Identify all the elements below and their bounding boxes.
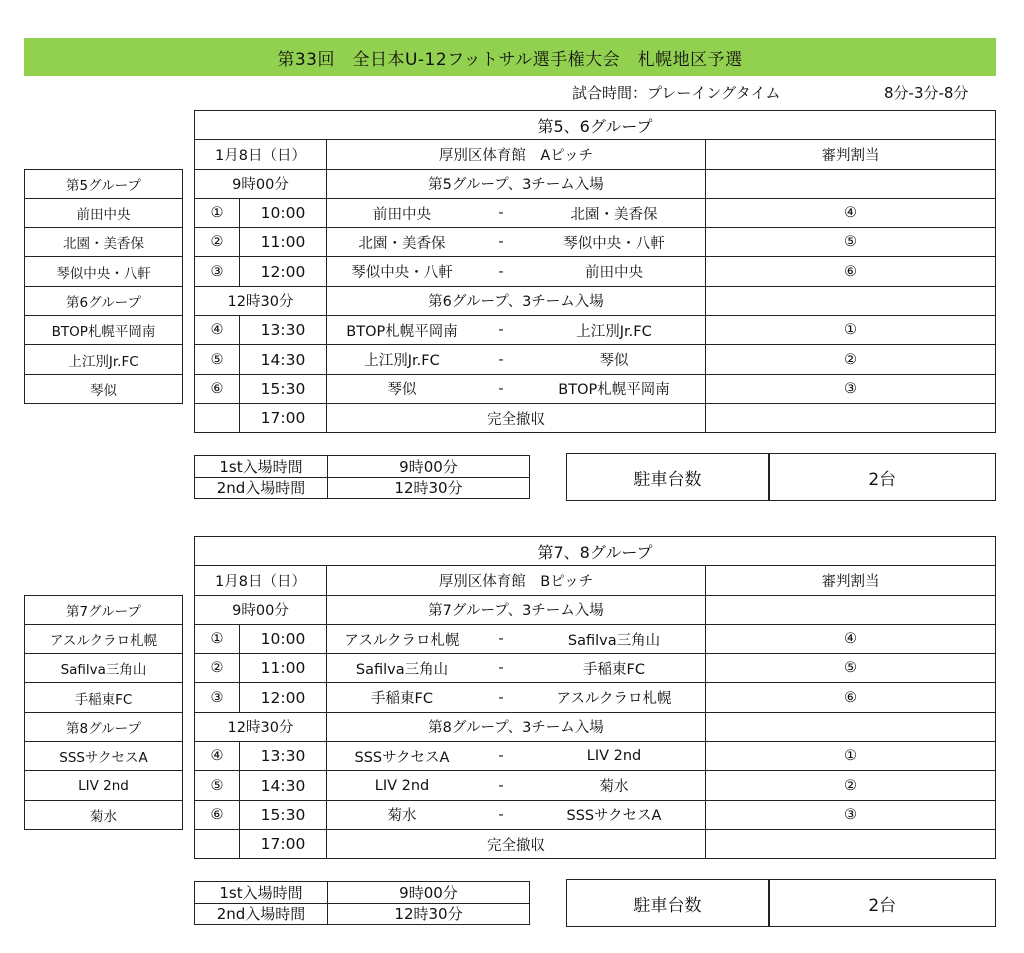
entry-value: 12時30分	[328, 904, 529, 925]
match-pairing	[327, 625, 705, 653]
venue-label: 厚別区体育館 Aピッチ	[327, 140, 705, 168]
entry-text: 第7グループ、3チーム入場	[327, 596, 705, 624]
home-team: 菊水	[387, 808, 417, 825]
referee-assignment: ④	[706, 625, 995, 653]
referee-assignment: ⑥	[706, 257, 995, 285]
entry-text: 第6グループ、3チーム入場	[327, 287, 705, 315]
referee-empty	[706, 596, 995, 624]
team-name: 琴似	[25, 375, 182, 403]
parking-value: 2台	[770, 454, 996, 500]
parking-value: 2台	[770, 880, 996, 926]
block-header: 第5、6グループ	[195, 111, 995, 139]
entry-value: 9時00分	[328, 456, 529, 477]
away-team: 上江別Jr.FC	[576, 323, 652, 340]
entry-time: 9時00分	[195, 170, 326, 198]
group-name: 第7グループ	[25, 596, 182, 624]
versus-separator: -	[498, 631, 504, 648]
home-team: 北園・美香保	[358, 235, 446, 252]
entry-value: 12時30分	[328, 478, 529, 499]
match-time-label: 試合時間：プレーイングタイム	[572, 84, 781, 102]
referee-assignment: ①	[706, 742, 995, 770]
home-team: LIV 2nd	[374, 777, 430, 794]
entry-time: 9時00分	[195, 596, 326, 624]
entry-times-box	[194, 881, 530, 925]
closing-empty	[195, 830, 239, 858]
team-name: 上江別Jr.FC	[25, 345, 182, 373]
match-time: 13:30	[240, 742, 326, 770]
versus-separator: -	[498, 380, 504, 397]
versus-separator: -	[498, 660, 504, 677]
referee-assignment: ②	[706, 771, 995, 799]
team-list	[24, 286, 183, 404]
match-pairing	[327, 228, 705, 256]
team-list	[24, 169, 183, 287]
match-number: ②	[195, 654, 239, 682]
closing-referee-empty	[706, 404, 995, 432]
match-pairing	[327, 742, 705, 770]
match-number: ④	[195, 742, 239, 770]
referee-assignment: ①	[706, 316, 995, 344]
entry-text: 第8グループ、3チーム入場	[327, 713, 705, 741]
home-team: 手稲東FC	[371, 691, 433, 708]
home-team: 上江別Jr.FC	[364, 353, 440, 370]
home-team: 前田中央	[373, 206, 431, 223]
away-team: LIV 2nd	[586, 748, 642, 765]
match-number: ③	[195, 683, 239, 711]
team-name: 手稲東FC	[25, 683, 182, 711]
parking-box	[566, 879, 996, 927]
referee-assignment: ③	[706, 801, 995, 829]
team-name: Safilva三角山	[25, 654, 182, 682]
entry-label: 2nd入場時間	[195, 478, 327, 499]
versus-separator: -	[498, 689, 504, 706]
match-time: 12:00	[240, 257, 326, 285]
away-team: 琴似中央・八軒	[563, 235, 665, 252]
away-team: BTOP札幌平岡南	[558, 382, 670, 399]
team-name: BTOP札幌平岡南	[25, 316, 182, 344]
entry-time: 12時30分	[195, 287, 326, 315]
match-number: ②	[195, 228, 239, 256]
match-pairing	[327, 199, 705, 227]
team-name: 北園・美香保	[25, 228, 182, 256]
match-pairing	[327, 316, 705, 344]
match-pairing	[327, 683, 705, 711]
match-time: 10:00	[240, 199, 326, 227]
match-number: ④	[195, 316, 239, 344]
versus-separator: -	[498, 351, 504, 368]
team-name: 琴似中央・八軒	[25, 257, 182, 285]
match-time: 12:00	[240, 683, 326, 711]
team-name: 前田中央	[25, 199, 182, 227]
match-number: ⑥	[195, 375, 239, 403]
parking-label: 駐車台数	[567, 880, 768, 926]
match-time: 11:00	[240, 228, 326, 256]
home-team: アスルクラロ札幌	[344, 632, 460, 649]
referee-empty	[706, 713, 995, 741]
entry-label: 1st入場時間	[195, 456, 327, 477]
versus-separator: -	[498, 205, 504, 222]
referee-assignment: ⑤	[706, 228, 995, 256]
match-number: ⑥	[195, 801, 239, 829]
match-pairing	[327, 375, 705, 403]
group-name: 第5グループ	[25, 170, 182, 198]
block-header: 第7、8グループ	[195, 537, 995, 565]
match-time: 14:30	[240, 771, 326, 799]
closing-referee-empty	[706, 830, 995, 858]
parking-label: 駐車台数	[567, 454, 768, 500]
match-time: 11:00	[240, 654, 326, 682]
date-label: 1月8日（日）	[195, 140, 326, 168]
home-team: Safilva三角山	[355, 661, 449, 678]
away-team: 前田中央	[585, 265, 643, 282]
home-team: 琴似	[387, 382, 417, 399]
versus-separator: -	[498, 777, 504, 794]
entry-value: 9時00分	[328, 882, 529, 903]
closing-time: 17:00	[240, 830, 326, 858]
away-team: SSSサクセスA	[566, 808, 662, 825]
referee-header: 審判割当	[706, 140, 995, 168]
match-number: ⑤	[195, 345, 239, 373]
referee-assignment: ③	[706, 375, 995, 403]
away-team: アスルクラロ札幌	[556, 691, 672, 708]
home-team: 琴似中央・八軒	[351, 265, 453, 282]
entry-time: 12時30分	[195, 713, 326, 741]
match-number: ①	[195, 199, 239, 227]
schedule-table	[194, 110, 996, 433]
match-time: 15:30	[240, 375, 326, 403]
match-pairing	[327, 654, 705, 682]
entry-label: 2nd入場時間	[195, 904, 327, 925]
away-team: 手稲東FC	[583, 661, 645, 678]
team-name: アスルクラロ札幌	[25, 625, 182, 653]
team-name: SSSサクセスA	[25, 742, 182, 770]
match-time: 13:30	[240, 316, 326, 344]
match-pairing	[327, 801, 705, 829]
away-team: 菊水	[599, 779, 629, 796]
parking-box	[566, 453, 996, 501]
match-pairing	[327, 345, 705, 373]
entry-label: 1st入場時間	[195, 882, 327, 903]
home-team: BTOP札幌平岡南	[346, 323, 458, 340]
away-team: 琴似	[599, 353, 629, 370]
closing-text: 完全撤収	[327, 404, 705, 432]
team-list	[24, 595, 183, 713]
team-name: 菊水	[25, 801, 182, 829]
page-title: 第33回 全日本U-12フットサル選手権大会 札幌地区予選	[24, 38, 996, 76]
referee-empty	[706, 170, 995, 198]
match-time-value: 8分-3分-8分	[884, 84, 969, 102]
match-time: 15:30	[240, 801, 326, 829]
referee-empty	[706, 287, 995, 315]
match-number: ⑤	[195, 771, 239, 799]
venue-label: 厚別区体育館 Bピッチ	[327, 566, 705, 594]
referee-header: 審判割当	[706, 566, 995, 594]
away-team: 北園・美香保	[570, 206, 658, 223]
schedule-table	[194, 536, 996, 859]
closing-empty	[195, 404, 239, 432]
match-number: ③	[195, 257, 239, 285]
referee-assignment: ⑤	[706, 654, 995, 682]
team-list	[24, 712, 183, 830]
match-pairing	[327, 257, 705, 285]
entry-times-box	[194, 455, 530, 499]
referee-assignment: ⑥	[706, 683, 995, 711]
versus-separator: -	[498, 263, 504, 280]
entry-text: 第5グループ、3チーム入場	[327, 170, 705, 198]
match-time: 10:00	[240, 625, 326, 653]
match-time: 14:30	[240, 345, 326, 373]
group-name: 第8グループ	[25, 713, 182, 741]
away-team: Safilva三角山	[567, 632, 661, 649]
group-name: 第6グループ	[25, 287, 182, 315]
team-name: LIV 2nd	[25, 771, 182, 799]
closing-text: 完全撤収	[327, 830, 705, 858]
versus-separator: -	[498, 806, 504, 823]
match-pairing	[327, 771, 705, 799]
referee-assignment: ②	[706, 345, 995, 373]
referee-assignment: ④	[706, 199, 995, 227]
date-label: 1月8日（日）	[195, 566, 326, 594]
closing-time: 17:00	[240, 404, 326, 432]
match-number: ①	[195, 625, 239, 653]
versus-separator: -	[498, 748, 504, 765]
versus-separator: -	[498, 322, 504, 339]
versus-separator: -	[498, 234, 504, 251]
home-team: SSSサクセスA	[354, 749, 450, 766]
